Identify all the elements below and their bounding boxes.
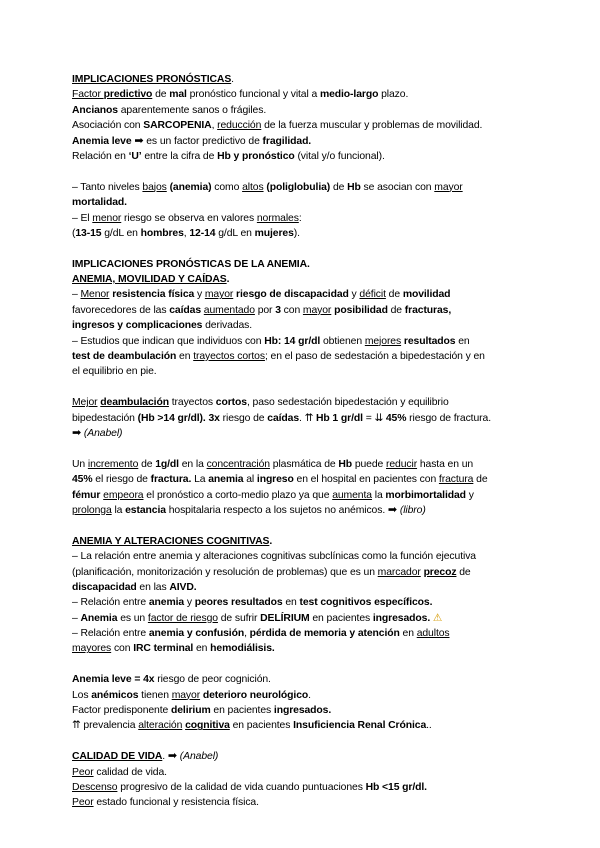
text-segment: es un [117,612,148,624]
text-segment: mujeres [254,227,294,239]
text-line [72,318,532,333]
text-segment: pérdida de memoria y atención [249,628,400,640]
text-segment: fracturas, [404,304,452,316]
text-segment: derivadas. [202,320,253,332]
blank-line [72,657,532,672]
text-segment: test de deambulación [72,351,177,363]
text-segment: – La relación entre anemia y alteraciones cognitivas subclínicas como la función ejecutiva [72,551,476,563]
text-segment: AIVD. [169,581,197,593]
text-segment: La [191,474,209,486]
text-segment: medio-largo [319,89,379,101]
text-line [72,534,532,549]
text-segment: ⇈ prevalencia [72,720,139,732]
text-segment: marcador [377,566,421,578]
text-segment: 13-15 [75,227,102,239]
text-line [72,87,532,102]
text-segment: obtienen [320,335,365,347]
text-segment: entre la cifra de [141,150,218,162]
text-segment: tienen [138,689,172,701]
text-segment: ingresados. [372,612,431,624]
text-segment: (anemia) [169,181,212,193]
text-segment: reducir [386,458,418,470]
text-segment: de [456,566,471,578]
text-segment: deambulación [100,397,169,409]
text-segment: en el hospital en pacientes con [293,474,439,486]
text-line [72,703,532,718]
text-line [72,580,532,595]
text-segment: de la fuerza muscular y problemas de movilidad. [261,120,483,132]
text-line [72,595,532,610]
text-segment: (Anabel) [177,751,219,763]
text-segment: , [183,227,190,239]
text-segment: en pacientes [309,612,373,624]
text-segment: deterioro neurológico [202,689,309,701]
text-segment: de [385,289,403,301]
text-segment: mayor [171,689,201,701]
text-segment: movilidad [402,289,451,301]
text-segment: el pronóstico a corto-medio plazo ya que [143,489,333,501]
text-segment: aparentemente sanos o frágiles. [117,104,267,116]
text-segment: reducción [217,120,262,132]
text-segment: plasmática de [269,458,339,470]
blank-line [72,518,532,533]
text-segment: bipedestación [72,412,138,424]
arrow-icon: ➡ [134,134,144,147]
text-line [72,349,532,364]
text-segment: aumentado [203,304,255,316]
text-line [72,503,532,518]
text-segment: , [244,628,250,640]
text-segment: el equilibrio en pie. [72,366,157,378]
document-page [72,72,532,811]
text-segment: mayores [72,643,112,655]
text-line [72,672,532,687]
text-line [72,72,532,87]
text-segment: aumenta [332,489,372,501]
blank-line [72,164,532,179]
text-segment: . [308,689,311,701]
text-segment: posibilidad [334,304,388,316]
text-segment: fémur [72,489,101,501]
blank-line [72,734,532,749]
text-line [72,780,532,795]
text-segment: 1g/dl [155,458,179,470]
text-line [72,195,532,210]
text-segment: (Anabel) [81,427,123,439]
text-segment: ANEMIA Y ALTERACIONES COGNITIVAS [72,535,270,547]
text-segment: en [176,351,194,363]
text-line [72,795,532,810]
text-segment: de [473,474,488,486]
text-segment: ; en el paso de sedestación a bipedestación y en [264,351,485,363]
text-segment: cortos [215,397,247,409]
text-segment: (Hb >14 gr/dl). 3x [137,412,220,424]
text-segment: .. [426,720,432,732]
arrow-icon: ➡ [387,503,398,516]
text-line [72,364,532,379]
text-segment: el riesgo de [92,474,151,486]
text-segment: Los [72,689,92,701]
text-segment: bajos [142,181,167,193]
text-segment: normales [256,212,299,224]
text-segment: 45% [72,474,93,486]
text-segment: empeora [103,489,144,501]
blank-line [72,380,532,395]
text-segment: de [387,304,405,316]
text-segment: en [282,597,300,609]
text-line [72,134,532,149]
text-segment: y [194,289,205,301]
text-segment: Hb: 14 gr/dl [264,335,321,347]
text-segment: – [72,289,81,301]
text-segment: 45% [385,412,407,424]
text-segment: anemia [208,474,244,486]
arrow-icon: ➡ [167,750,177,763]
text-segment: Hb 1 gr/dl [315,412,363,424]
text-segment: y [348,289,360,301]
text-line [72,426,532,441]
text-line [72,411,532,426]
text-line [72,334,532,349]
text-segment: ingresos y complicaciones [72,320,203,332]
text-segment: adultos [416,628,450,640]
text-segment: : [298,212,302,224]
text-segment: Hb y pronóstico [217,150,295,162]
text-line [72,688,532,703]
text-segment: , paso sedestación bipedestación y equilibrio [246,397,449,409]
text-segment: en la [178,458,207,470]
text-segment: Relación en [72,150,129,162]
text-segment: caídas [169,304,201,316]
text-segment: menor [92,212,122,224]
text-line [72,549,532,564]
text-segment: hospitalaria respecto a los sujetos no anémicos. [165,504,388,516]
text-segment: progresivo de la calidad de vida cuando puntuaciones [117,781,366,793]
text-segment: predictivo [103,89,153,101]
text-segment: ingreso [256,474,294,486]
text-line [72,257,532,272]
text-segment: factor de riesgo [147,612,218,624]
text-segment: se asocian con [360,181,435,193]
text-segment: IRC terminal [133,643,194,655]
text-segment: ). [293,227,300,239]
text-line [72,641,532,656]
text-line [72,103,532,118]
text-segment: g/dL en [215,227,255,239]
text-segment: – Relación entre [72,628,149,640]
text-line [72,149,532,164]
text-segment: concentración [206,458,270,470]
text-segment: en pacientes [210,705,274,717]
text-line [72,211,532,226]
text-segment: anemia [148,597,185,609]
text-segment: hombres [140,227,184,239]
text-segment: fractura. [150,474,192,486]
text-segment: en [455,335,470,347]
text-segment: (poliglobulia) [266,181,331,193]
text-segment: Menor [80,289,110,301]
text-line [72,180,532,195]
text-segment: discapacidad [72,581,137,593]
text-line [72,303,532,318]
text-segment: Un [72,458,88,470]
text-segment: IMPLICACIONES PRONÓSTICAS [72,74,232,85]
text-segment: g/dL en [101,227,141,239]
text-segment: al [243,474,257,486]
text-segment: plazo. [378,89,409,101]
text-segment: Mejor [72,397,98,409]
text-line [72,287,532,302]
text-segment: Insuficiencia Renal Crónica [293,720,427,732]
text-segment: Peor [72,766,94,778]
text-segment: prolonga [72,504,112,516]
blank-line [72,441,532,456]
warning-icon: ⚠ [432,612,443,624]
text-segment: DELÍRIUM [260,612,310,624]
text-segment: altos [242,181,264,193]
text-segment: Peor [72,797,94,809]
text-segment: Anemia [80,612,118,624]
text-segment: (planificación, monitorización y resolución de problemas) que es un [72,566,378,578]
text-segment: estancia [125,504,166,516]
text-segment: déficit [359,289,386,301]
text-segment: Ancianos [72,104,118,116]
text-segment: como [211,181,243,193]
text-line [72,565,532,580]
text-segment: 3 [275,304,281,316]
text-line [72,718,532,733]
text-segment: estado funcional y resistencia física. [93,797,259,809]
text-line [72,118,532,133]
text-segment: fragilidad. [262,135,312,147]
text-segment: riesgo de discapacidad [236,289,349,301]
text-segment: hemodiálisis. [210,643,275,655]
text-segment: mayor [434,181,463,193]
text-segment: anémicos [91,689,139,701]
text-segment: es un factor predictivo de [143,135,263,147]
text-segment: en [193,643,211,655]
text-segment: . ⇈ [299,412,316,424]
text-segment: por [254,304,276,316]
text-segment: de sufrir [217,612,261,624]
text-segment: . [269,535,273,547]
text-line [72,457,532,472]
text-segment: IMPLICACIONES PRONÓSTICAS DE LA ANEMIA. [72,258,310,270]
text-segment: resultados [403,335,456,347]
text-segment: de [152,89,170,101]
text-segment: riesgo de fractura. [406,412,491,424]
text-segment: incremento [87,458,139,470]
text-segment: caídas [267,412,300,424]
text-segment: mayor [204,289,234,301]
text-segment: la [371,489,386,501]
text-line [72,472,532,487]
text-segment: con [111,643,134,655]
text-segment: en las [136,581,170,593]
text-segment: – El [72,212,93,224]
text-segment: mortalidad. [72,197,127,209]
text-segment: anemia y confusión [148,628,245,640]
text-segment: (libro) [397,504,426,516]
text-line [72,395,532,410]
text-segment: ingresados. [273,705,332,717]
text-line [72,626,532,641]
text-segment: mal [169,89,187,101]
arrow-icon: ➡ [72,426,82,439]
text-segment: precoz [423,566,457,578]
text-segment: Hb [338,458,353,470]
text-segment: puede [352,458,386,470]
text-segment: Factor [72,89,104,101]
text-segment: cognitiva [185,720,230,732]
text-segment: y [184,597,195,609]
text-segment: resistencia física [112,289,195,301]
text-segment: en [399,628,417,640]
text-segment: y [465,489,474,501]
text-segment: (vital y/o funcional). [294,150,385,162]
text-segment: trayectos cortos [193,351,265,363]
text-segment: mayor [302,304,332,316]
text-segment: – [72,612,81,624]
text-segment: calidad de vida. [93,766,167,778]
text-segment: de [138,458,156,470]
text-segment: morbimortalidad [385,489,466,501]
text-segment: SARCOPENIA [143,120,212,132]
text-segment: hasta en un [417,458,474,470]
text-segment: de [330,181,348,193]
text-line [72,272,532,287]
text-segment: Factor predisponente [72,705,171,717]
text-segment: ( [72,227,76,239]
text-segment: la [111,504,126,516]
text-segment: riesgo de peor cognición. [154,674,271,686]
text-segment: = ⇊ [362,412,386,424]
text-segment: en pacientes [229,720,294,732]
text-segment: Descenso [72,781,118,793]
text-segment: Hb [347,181,361,193]
text-segment: 12-14 [189,227,216,239]
text-line [72,749,532,764]
text-segment: Anemia leve [72,135,135,147]
text-segment: trayectos [168,397,216,409]
text-segment: riesgo se observa en valores [121,212,257,224]
text-segment: favorecedores de las [72,304,170,316]
text-segment: – Relación entre [72,597,149,609]
text-segment: , [211,120,218,132]
text-segment: riesgo de [219,412,268,424]
text-segment: – Estudios que indican que individuos con [72,335,265,347]
text-segment: peores resultados [194,597,283,609]
text-segment: test cognitivos específicos. [299,597,433,609]
text-segment: delirium [170,705,211,717]
text-segment: mejores [364,335,402,347]
text-line [72,611,532,626]
blank-line [72,241,532,256]
text-segment: ‘U’ [128,150,142,162]
text-segment: fractura [438,474,474,486]
text-segment: Asociación con [72,120,144,132]
text-line [72,765,532,780]
text-segment: Hb <15 gr/dl. [365,781,427,793]
text-segment: . [162,751,168,763]
text-segment: con [280,304,303,316]
text-segment: CALIDAD DE VIDA [72,751,163,763]
text-line [72,226,532,241]
text-segment: Anemia leve = 4x [72,674,155,686]
text-segment: . [231,74,234,85]
text-segment: alteración [138,720,183,732]
text-segment: – Tanto niveles [72,181,143,193]
text-segment: . [226,274,230,286]
text-segment: pronóstico funcional y vital a [186,89,320,101]
text-segment: ANEMIA, MOVILIDAD Y CAÍDAS [72,274,227,286]
text-line [72,488,532,503]
